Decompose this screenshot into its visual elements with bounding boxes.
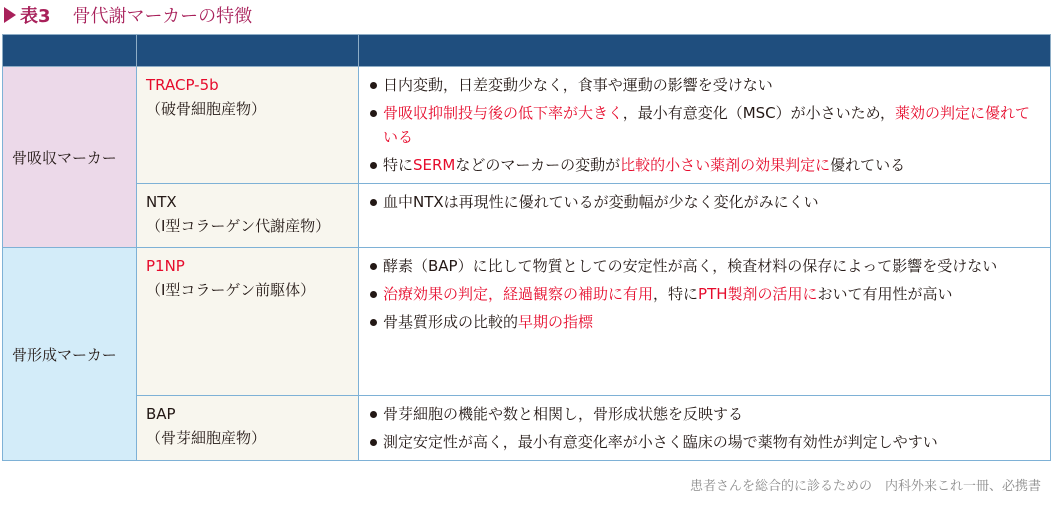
item-text: おいて有用性が高い bbox=[817, 285, 953, 303]
highlighted-text: PTH製剤の活用に bbox=[698, 285, 818, 303]
category-cell-formation: 骨形成マーカー bbox=[3, 248, 137, 461]
bullet-item bbox=[370, 190, 1042, 214]
bullet-item bbox=[370, 282, 1042, 306]
header-row bbox=[3, 35, 1051, 67]
highlighted-text: SERM bbox=[413, 156, 456, 174]
bone-marker-table bbox=[2, 34, 1051, 461]
header-cell-marker bbox=[137, 35, 359, 67]
description-cell bbox=[359, 396, 1051, 461]
bullet-dot-icon bbox=[370, 162, 377, 169]
highlighted-text: 治療効果の判定，経過観察の補助に有用 bbox=[383, 285, 654, 303]
table-row bbox=[3, 396, 1051, 461]
marker-origin: （Ⅰ型コラーゲン前駆体） bbox=[146, 281, 316, 299]
item-text: 酵素（BAP）に比して物質としての安定性が高く，検査材料の保存によって影響を受けない bbox=[383, 257, 998, 275]
bullet-dot-icon bbox=[370, 319, 377, 326]
bullet-dot-icon bbox=[370, 82, 377, 89]
category-cell-resorption: 骨吸収マーカー bbox=[3, 67, 137, 248]
bullet-dot-icon bbox=[370, 411, 377, 418]
marker-name: NTX bbox=[146, 193, 177, 211]
item-text: ，最小有意変化（MSC）が小さいため， bbox=[622, 104, 896, 122]
marker-origin: （Ⅰ型コラーゲン代謝産物） bbox=[146, 217, 331, 235]
bullet-dot-icon bbox=[370, 199, 377, 206]
marker-name: BAP bbox=[146, 405, 176, 423]
table-number: 表3 bbox=[20, 6, 51, 27]
marker-cell bbox=[137, 396, 359, 461]
bullet-dot-icon bbox=[370, 291, 377, 298]
description-cell bbox=[359, 184, 1051, 248]
bullet-item bbox=[370, 153, 1042, 177]
bullet-item bbox=[370, 254, 1042, 278]
item-text: 日内変動，日差変動少なく，食事や運動の影響を受けない bbox=[383, 76, 773, 94]
bullet-item bbox=[370, 101, 1042, 149]
footer-caption: 患者さんを総合的に診るための 内科外来これ一冊、必携書 bbox=[689, 479, 1041, 494]
marker-origin: （破骨細胞産物） bbox=[146, 100, 267, 118]
marker-origin: （骨芽細胞産物） bbox=[146, 429, 267, 447]
bullet-item bbox=[370, 73, 1042, 97]
highlighted-text: 薬効の判定に優れている bbox=[383, 104, 1031, 146]
marker-cell bbox=[137, 184, 359, 248]
header-cell-category bbox=[3, 35, 137, 67]
description-cell bbox=[359, 248, 1051, 396]
marker-cell bbox=[137, 248, 359, 396]
bullet-dot-icon bbox=[370, 263, 377, 270]
table-title-text: 骨代謝マーカーの特徴 bbox=[72, 6, 253, 27]
highlighted-text: 早期の指標 bbox=[518, 313, 594, 331]
bullet-item bbox=[370, 310, 1042, 334]
item-text: 特に bbox=[383, 156, 414, 174]
item-text: などのマーカーの変動が bbox=[455, 156, 621, 174]
header-cell-description bbox=[359, 35, 1051, 67]
bullet-item bbox=[370, 402, 1042, 426]
table-row bbox=[3, 67, 1051, 184]
marker-cell bbox=[137, 67, 359, 184]
marker-name: P1NP bbox=[146, 257, 185, 275]
item-text: 優れている bbox=[830, 156, 906, 174]
item-text: 骨芽細胞の機能や数と相関し，骨形成状態を反映する bbox=[383, 405, 744, 423]
description-cell bbox=[359, 67, 1051, 184]
item-text: 血中NTXは再現性に優れているが変動幅が少なく変化がみにくい bbox=[383, 193, 819, 211]
marker-name: TRACP-5b bbox=[146, 76, 219, 94]
triangle-icon bbox=[4, 7, 16, 23]
bullet-dot-icon bbox=[370, 110, 377, 117]
item-text: ，特に bbox=[653, 285, 699, 303]
table-title bbox=[4, 2, 252, 28]
highlighted-text: 骨吸収抑制投与後の低下率が大きく bbox=[383, 104, 623, 122]
table-row bbox=[3, 184, 1051, 248]
bullet-item bbox=[370, 430, 1042, 454]
item-text: 測定安定性が高く，最小有意変化率が小さく臨床の場で薬物有効性が判定しやすい bbox=[383, 433, 938, 451]
highlighted-text: 比較的小さい薬剤の効果判定に bbox=[620, 156, 831, 174]
table-row bbox=[3, 248, 1051, 396]
bullet-dot-icon bbox=[370, 439, 377, 446]
item-text: 骨基質形成の比較的 bbox=[383, 313, 519, 331]
